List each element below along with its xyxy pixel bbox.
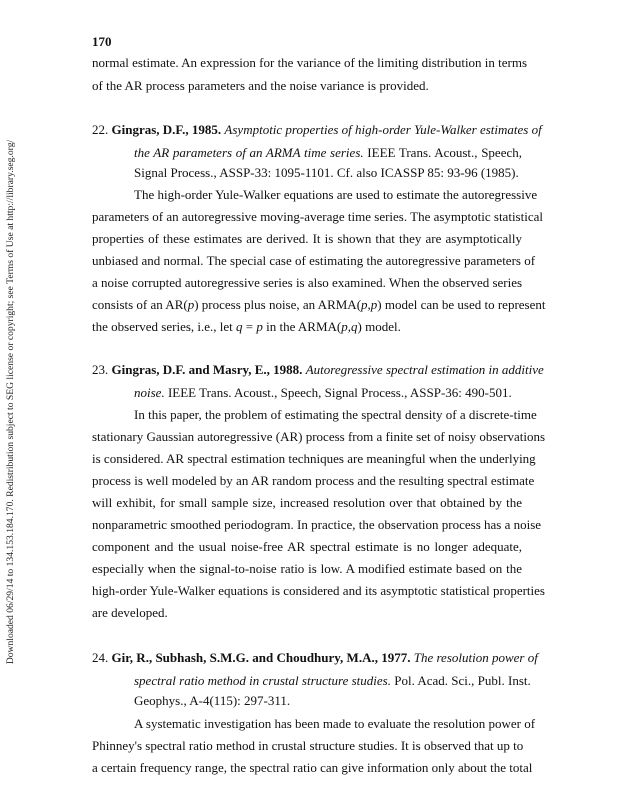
text-span: the observed series, i.e., let: [92, 319, 237, 334]
entry-24-heading: [92, 650, 538, 666]
entry-22-abstract-math-line: [92, 319, 401, 335]
entry-22-source-part2: Signal Process., ASSP-33: 1095-1101. Cf. also ICASSP 85: 93-96 (1985).: [134, 165, 519, 180]
entry-22-abstract-line: The high-order Yule-Walker equations are used to estimate the autoregressive: [134, 187, 538, 202]
entry-24-abstract-line: A systematic investigation has been made to evaluate the resolution power of: [134, 716, 536, 731]
intro-line: of the AR process parameters and the noise variance is provided.: [92, 78, 429, 93]
math-var: p,q: [341, 319, 358, 334]
entry-23-abstract-line: will exhibit, for small sample size, increased resolution over that obtained by the: [92, 495, 522, 510]
entry-22-abstract-line: properties of these estimates are derived. It is shown that they are asymptotically: [92, 231, 522, 246]
entry-22-abstract-math-line: [92, 297, 546, 313]
entry-24-source-part1: Pol. Acad. Sci., Publ. Inst.: [394, 673, 531, 688]
entry-22-authors: Gingras, D.F., 1985.: [111, 122, 222, 137]
entry-23-authors: Gingras, D.F. and Masry, E., 1988.: [111, 362, 303, 377]
entry-23-abstract-line: stationary Gaussian autoregressive (AR) process from a finite set of noisy observations: [92, 429, 546, 444]
entry-22-abstract-line: a noise corrupted autoregressive series is also examined. When the observed series: [92, 275, 523, 290]
entry-22-source-part1: IEEE Trans. Acoust., Speech,: [367, 145, 522, 160]
math-var: p,p: [361, 297, 378, 312]
entry-24-abstract-line: Phinney's spectral ratio method in crustal structure studies. It is observed that up to: [92, 738, 524, 753]
math-var: q: [236, 319, 243, 334]
entry-22-title-part2: the AR parameters of an ARMA time series.: [134, 145, 364, 160]
entry-23-source: IEEE Trans. Acoust., Speech, Signal Process., ASSP-36: 490-501.: [167, 385, 512, 400]
text-span: in the ARMA(: [262, 319, 342, 334]
entry-23-citation-line: [134, 385, 512, 401]
download-notice: [3, 122, 19, 682]
page-number: 170: [92, 34, 112, 49]
entry-23-abstract-line: are developed.: [92, 605, 168, 620]
download-notice-text: Downloaded 06/29/14 to 134.153.184.170. Redistribution subject to SEG license or copyright; see Terms of Use at http://library.seg.org/: [5, 139, 16, 665]
entry-24-abstract-line: a certain frequency range, the spectral ratio can give information only about the total: [92, 760, 533, 775]
entry-23-abstract-line: high-order Yule-Walker equations is considered and its asymptotic statistical properties: [92, 583, 545, 598]
entry-22-title-part1: Asymptotic properties of high-order Yule-Walker estimates of: [224, 122, 542, 137]
text-span: ) model can be used to represent: [377, 297, 546, 312]
entry-22-heading: [92, 122, 542, 138]
math-var: p: [256, 319, 263, 334]
entry-23-title-part1: Autoregressive spectral estimation in additive: [305, 362, 544, 377]
entry-23-abstract-line: especially when the signal-to-noise ratio is low. A modified estimate based on the: [92, 561, 522, 576]
entry-22-abstract-line: unbiased and normal. The special case of estimating the autoregressive parameters of: [92, 253, 536, 268]
text-span: =: [242, 319, 257, 334]
entry-24-number: 24.: [92, 650, 109, 665]
text-span: ) process plus noise, an ARMA(: [194, 297, 362, 312]
intro-line: normal estimate. An expression for the variance of the limiting distribution in terms: [92, 55, 528, 70]
entry-24-title-part2: spectral ratio method in crustal structure studies.: [134, 673, 391, 688]
entry-23-abstract-line: is considered. AR spectral estimation techniques are meaningful when the underlying: [92, 451, 536, 466]
entry-23-title-part2: noise.: [134, 385, 165, 400]
entry-23-abstract-line: In this paper, the problem of estimating the spectral density of a discrete-time: [134, 407, 537, 422]
entry-22-number: 22.: [92, 122, 109, 137]
math-var: p: [187, 297, 195, 312]
entry-23-abstract-line: process is well modeled by an AR random process and the resulting spectral estimate: [92, 473, 535, 488]
entry-24-title-part1: The resolution power of: [413, 650, 538, 665]
entry-22-citation-line: [134, 145, 522, 161]
entry-23-abstract-line: component and the usual noise-free AR spectral estimate is no longer adequate,: [92, 539, 522, 554]
text-span: ) model.: [357, 319, 401, 334]
entry-23-heading: [92, 362, 544, 378]
entry-22-abstract-line: parameters of an autoregressive moving-average time series. The asymptotic statistical: [92, 209, 543, 224]
entry-24-citation-line: [134, 673, 531, 689]
text-span: consists of an AR(: [92, 297, 188, 312]
entry-23-abstract-line: nonparametric smoothed periodogram. In practice, the observation process has a noise: [92, 517, 542, 532]
entry-24-source-part2: Geophys., A-4(115): 297-311.: [134, 693, 291, 708]
entry-23-number: 23.: [92, 362, 109, 377]
entry-24-authors: Gir, R., Subhash, S.M.G. and Choudhury, M.A., 1977.: [111, 650, 411, 665]
